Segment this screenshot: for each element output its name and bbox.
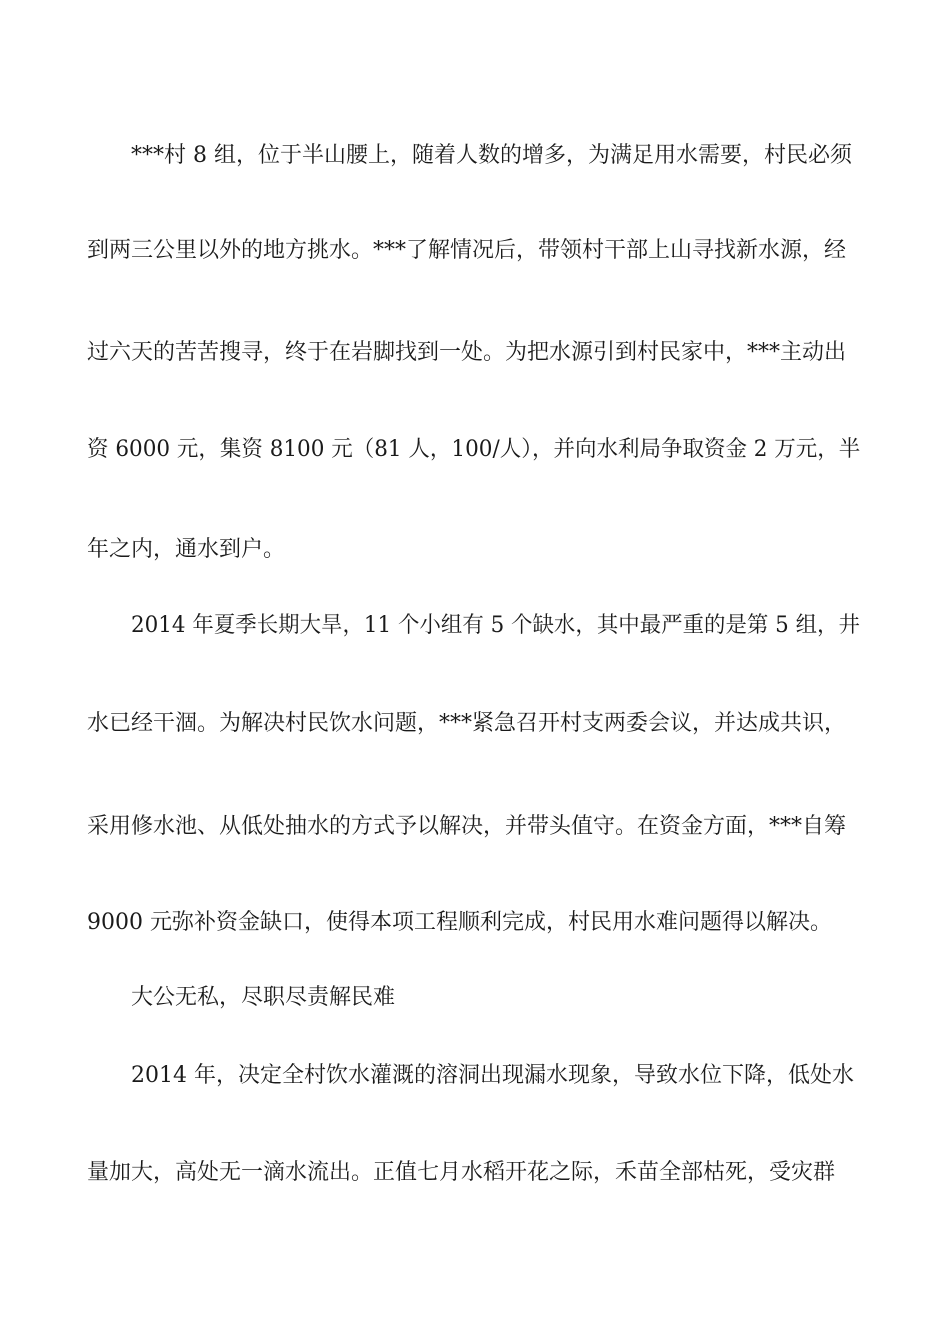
paragraph-2-line-2: 水已经干涸。为解决村民饮水问题，***紧急召开村支两委会议，并达成共识， xyxy=(87,711,847,736)
paragraph-4-line-1: 2014 年，决定全村饮水灌溉的溶洞出现漏水现象，导致水位下降，低处水 xyxy=(131,1063,854,1088)
paragraph-1-line-1: ***村 8 组，位于半山腰上，随着人数的增多，为满足用水需要，村民必须 xyxy=(131,143,852,168)
section-heading: 大公无私，尽职尽责解民难 xyxy=(131,985,396,1010)
paragraph-2-line-3: 采用修水池、从低处抽水的方式予以解决，并带头值守。在资金方面，***自筹 xyxy=(87,814,847,839)
paragraph-4-line-2: 量加大，高处无一滴水流出。正值七月水稻开花之际，禾苗全部枯死，受灾群 xyxy=(87,1160,836,1185)
paragraph-1-line-5: 年之内，通水到户。 xyxy=(87,537,286,562)
paragraph-2-line-1: 2014 年夏季长期大旱，11 个小组有 5 个缺水，其中最严重的是第 5 组，井 xyxy=(131,613,860,638)
paragraph-1-line-4: 资 6000 元，集资 8100 元（81 人，100/人），并向水利局争取资金 2 万元，半 xyxy=(87,437,861,462)
paragraph-1-line-2: 到两三公里以外的地方挑水。***了解情况后，带领村干部上山寻找新水源，经 xyxy=(87,238,847,263)
paragraph-2-line-4: 9000 元弥补资金缺口，使得本项工程顺利完成，村民用水难问题得以解决。 xyxy=(87,910,832,935)
paragraph-1-line-3: 过六天的苦苦搜寻，终于在岩脚找到一处。为把水源引到村民家中，***主动出 xyxy=(87,340,847,365)
